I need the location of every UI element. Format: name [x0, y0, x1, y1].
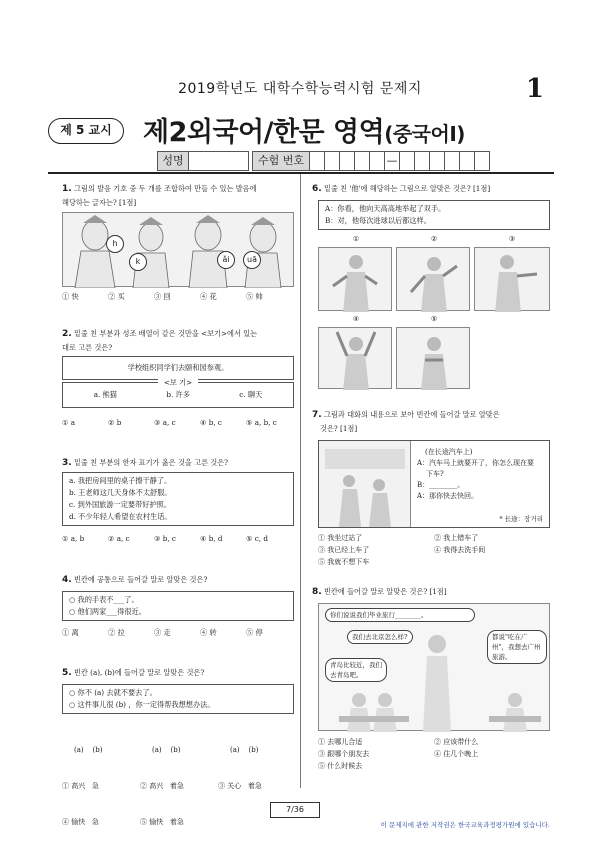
- choice-option[interactable]: ② 拉: [108, 628, 125, 637]
- question-number: 1.: [62, 184, 72, 194]
- choice-option[interactable]: ⑤ c, d: [246, 534, 268, 543]
- choice-option[interactable]: ① 高兴 急: [62, 782, 99, 790]
- question-2: [62, 327, 294, 354]
- choice-option[interactable]: ⑤ 帅: [246, 292, 263, 301]
- question-text: 그림의 발음 기호 중 두 개를 조합하여 만들 수 있는 발음에: [73, 184, 257, 193]
- choice-option[interactable]: ② 应该带什么: [434, 738, 479, 746]
- exam-number-digit[interactable]: [460, 151, 475, 171]
- question-text: 것은? [1점]: [320, 424, 358, 433]
- question-text: 밑줄 친 '他'에 해당하는 그림으로 알맞은 것은? [1점]: [323, 184, 491, 193]
- choice-option[interactable]: ④ 我得去洗手间: [434, 546, 486, 554]
- dialog-line: (在长途汽车上): [425, 448, 473, 456]
- choice-option[interactable]: ③ 我已经上车了: [318, 546, 370, 554]
- choices-q3: [62, 534, 294, 543]
- question-text: 밑줄 친 부분의 한자 표기가 옳은 것을 고른 것은?: [73, 458, 229, 467]
- sentence-line: c. 到外国旅游一定要带好护照。: [69, 500, 172, 509]
- choices-q5: [62, 720, 294, 840]
- choice-option[interactable]: ① 快: [62, 292, 79, 301]
- figure-label: ②: [430, 235, 438, 243]
- header-rule: [48, 172, 554, 174]
- choice-option[interactable]: ④ 花: [200, 292, 217, 301]
- soccer-player-icon: [397, 328, 471, 390]
- page-total: 36: [293, 805, 304, 814]
- exam-number-digit[interactable]: [475, 151, 490, 171]
- choice-option[interactable]: ③ 关心 着急: [218, 782, 262, 790]
- subject-sub: (중국어Ⅰ): [384, 122, 465, 146]
- choices-q2: [62, 418, 294, 427]
- question-number: 4.: [62, 575, 72, 585]
- dialog-line: A：汽车马上就要开了，你怎么现在要: [417, 459, 535, 467]
- dialog-line: A：你看，他向天高高地举起了双手。: [325, 204, 446, 213]
- bus-passengers-icon: [319, 441, 411, 527]
- exam-number-digit[interactable]: [370, 151, 385, 171]
- exam-number-digit[interactable]: [310, 151, 325, 171]
- speech-bubble: 都说"吃在广州"，我想去广州旅游。: [487, 630, 547, 664]
- figure-label: ④: [352, 315, 360, 323]
- name-input-box[interactable]: [189, 151, 249, 171]
- choice-option[interactable]: ⑤ 什么时候去: [318, 762, 363, 770]
- copyright-notice: 이 문제지에 관한 저작권은 한국교육과정평가원에 있습니다.: [380, 821, 550, 829]
- page-corner-number: 1: [525, 74, 544, 104]
- dialog-line: B：________。: [417, 481, 465, 489]
- choice-option[interactable]: ① 我坐过站了: [318, 534, 363, 542]
- q7-panel: [318, 440, 550, 528]
- dialog-line: A：那你快去快回。: [417, 492, 479, 500]
- q7-dialog: [417, 447, 547, 502]
- choice-option[interactable]: ② 买: [108, 292, 125, 301]
- question-8: [312, 585, 552, 599]
- exam-number-digit[interactable]: [415, 151, 430, 171]
- question-text: 빈칸 (a), (b)에 들어갈 말로 알맞은 것은?: [73, 668, 205, 677]
- choice-option[interactable]: ① 离: [62, 628, 79, 637]
- choice-option[interactable]: ③ b, c: [154, 534, 176, 543]
- sentence-line: ○ 你不 (a) 去就不要去了。: [69, 688, 157, 697]
- choice-option[interactable]: ⑤ 愉快 着急: [140, 818, 184, 826]
- subject-main: 제2외국어/한문 영역: [143, 117, 385, 148]
- question-number: 8.: [312, 587, 322, 597]
- question-number: 7.: [312, 410, 322, 420]
- choice-option[interactable]: ④ 转: [200, 628, 217, 637]
- column-header: (a) (b): [230, 746, 259, 754]
- soccer-player-icon: [319, 328, 393, 390]
- question-text: 해당하는 글자는? [1점]: [62, 198, 137, 207]
- name-label: 성명: [157, 151, 189, 171]
- dialog-line: B：对，他每次进球以后都这样。: [325, 216, 431, 225]
- opera-figures-icon: [63, 213, 295, 288]
- speech-bubble: 我们去北京怎么样?: [347, 630, 413, 644]
- question-text: 그림과 대화의 내용으로 보아 빈칸에 들어갈 말로 알맞은: [323, 410, 500, 419]
- classroom-discussion-image: [318, 603, 550, 731]
- q3-sentences-box: [62, 472, 294, 526]
- q2-bogi-box: [62, 378, 294, 408]
- question-text: 대로 고른 것은?: [62, 343, 113, 352]
- q2-sentence-box: 学校组织同学们去颐和园参观。: [62, 356, 294, 380]
- bogi-item: c. 聊天: [239, 390, 263, 399]
- exam-number-digit[interactable]: [445, 151, 460, 171]
- question-number: 2.: [62, 329, 72, 339]
- choice-option[interactable]: ③ a, c: [154, 418, 176, 427]
- opera-masks-illustration: [62, 212, 294, 287]
- q4-sentences-box: [62, 591, 294, 621]
- bus-interior-image: [319, 441, 411, 527]
- soccer-player-image[interactable]: [396, 327, 470, 389]
- choice-option[interactable]: ⑤ a, b, c: [246, 418, 277, 427]
- pinyin-bubble: h: [106, 235, 124, 253]
- page-indicator: 7/36: [270, 802, 320, 818]
- subject-title: [143, 110, 465, 149]
- soccer-player-icon: [319, 248, 393, 312]
- choices-q4: [62, 628, 294, 638]
- dialog-line: 下车?: [426, 470, 444, 478]
- q5-sentences-box: [62, 684, 294, 714]
- question-text: 빈칸에 공통으로 들어갈 말로 알맞은 것은?: [73, 575, 208, 584]
- column-divider: [300, 174, 301, 788]
- page-number: 7: [286, 805, 292, 814]
- exam-number-label: 수험 번호: [252, 151, 310, 171]
- soccer-player-image[interactable]: [396, 247, 470, 311]
- exam-number-digit[interactable]: [325, 151, 340, 171]
- bogi-item: b. 许多: [166, 390, 190, 399]
- sentence-line: ○ 这件事儿很 (b) ，你一定得帮我想想办法。: [69, 700, 215, 709]
- question-number: 3.: [62, 458, 72, 468]
- sentence-line: a. 我把房间里的桌子擦干静了。: [69, 476, 172, 485]
- question-number: 6.: [312, 184, 322, 194]
- question-number: 5.: [62, 668, 72, 678]
- choice-option[interactable]: ④ b, d: [200, 534, 223, 543]
- choices-q1: [62, 292, 294, 302]
- question-4: [62, 573, 294, 587]
- question-7: [312, 408, 552, 435]
- exam-number-digit[interactable]: [400, 151, 415, 171]
- question-text: 밑줄 친 부분과 성조 배열이 같은 것만을 <보기>에서 있는: [73, 329, 258, 338]
- figure-label: ⑤: [430, 315, 438, 323]
- exam-number-dash: —: [385, 151, 400, 171]
- exam-number-field[interactable]: [252, 151, 490, 171]
- choice-option[interactable]: ① 去哪儿合适: [318, 738, 363, 746]
- choices-q7: [318, 532, 550, 568]
- soccer-player-icon: [397, 248, 471, 312]
- sentence-line: ○ 我的手表不___了。: [69, 595, 139, 604]
- choice-option[interactable]: ③ 回: [154, 292, 171, 301]
- period-badge: 제 5 교시: [48, 118, 124, 144]
- choice-option[interactable]: ① a: [62, 418, 76, 427]
- pinyin-bubble: ǎi: [217, 251, 235, 269]
- soccer-player-image[interactable]: [318, 247, 392, 311]
- soccer-player-image[interactable]: [318, 327, 392, 389]
- bogi-label: <보 기>: [158, 377, 198, 389]
- figure-label: ③: [508, 235, 516, 243]
- exam-number-digit[interactable]: [340, 151, 355, 171]
- exam-number-digit[interactable]: [355, 151, 370, 171]
- choices-q8: [318, 736, 550, 772]
- exam-title: 2019학년도 대학수학능력시험 문제지: [178, 81, 422, 97]
- choice-option[interactable]: ④ 愉快 急: [62, 818, 99, 826]
- name-field[interactable]: [157, 151, 249, 171]
- sentence-line: b. 王老师这几天身体不太舒服。: [69, 488, 172, 497]
- choice-option[interactable]: ② 我上错车了: [434, 534, 479, 542]
- column-header: (a) (b): [74, 746, 103, 754]
- speech-bubble: 青岛比较近，我们去青岛吧。: [325, 658, 387, 682]
- sentence-line: d. 不少年轻人希望在农村生话。: [69, 512, 172, 521]
- bogi-item: a. 熊猫: [93, 390, 117, 399]
- question-6: [312, 182, 552, 196]
- choice-option[interactable]: ③ 走: [154, 628, 171, 637]
- question-1: [62, 182, 294, 209]
- pinyin-bubble: uā: [243, 251, 261, 269]
- choice-option[interactable]: ① a, b: [62, 534, 85, 543]
- choice-option[interactable]: ③ 跟哪个朋友去: [318, 750, 370, 758]
- column-header: (a) (b): [152, 746, 181, 754]
- figure-label: ①: [352, 235, 360, 243]
- q6-dialog-box: [318, 200, 550, 230]
- soccer-player-icon: [475, 248, 551, 312]
- choice-option[interactable]: ⑤ 我就不想下车: [318, 558, 370, 566]
- choice-option[interactable]: ④ b, c: [200, 418, 222, 427]
- choice-option[interactable]: ② 高兴 着急: [140, 782, 184, 790]
- choice-option[interactable]: ② a, c: [108, 534, 130, 543]
- choice-option[interactable]: ⑤ 停: [246, 628, 263, 637]
- vocab-note: * 长途：장거리: [499, 515, 543, 523]
- soccer-player-image[interactable]: [474, 247, 550, 311]
- question-3: [62, 456, 294, 470]
- pinyin-bubble: k: [129, 253, 147, 271]
- choice-option[interactable]: ② b: [108, 418, 122, 427]
- choice-option[interactable]: ④ 住几个晚上: [434, 750, 479, 758]
- question-5: [62, 666, 294, 680]
- speech-bubble: 你们说说我们毕业旅行________。: [325, 608, 475, 622]
- question-text: 빈칸에 들어갈 말로 알맞은 것은? [1점]: [323, 587, 447, 596]
- exam-number-digit[interactable]: [430, 151, 445, 171]
- sentence-line: ○ 他们两家___得很近。: [69, 607, 146, 616]
